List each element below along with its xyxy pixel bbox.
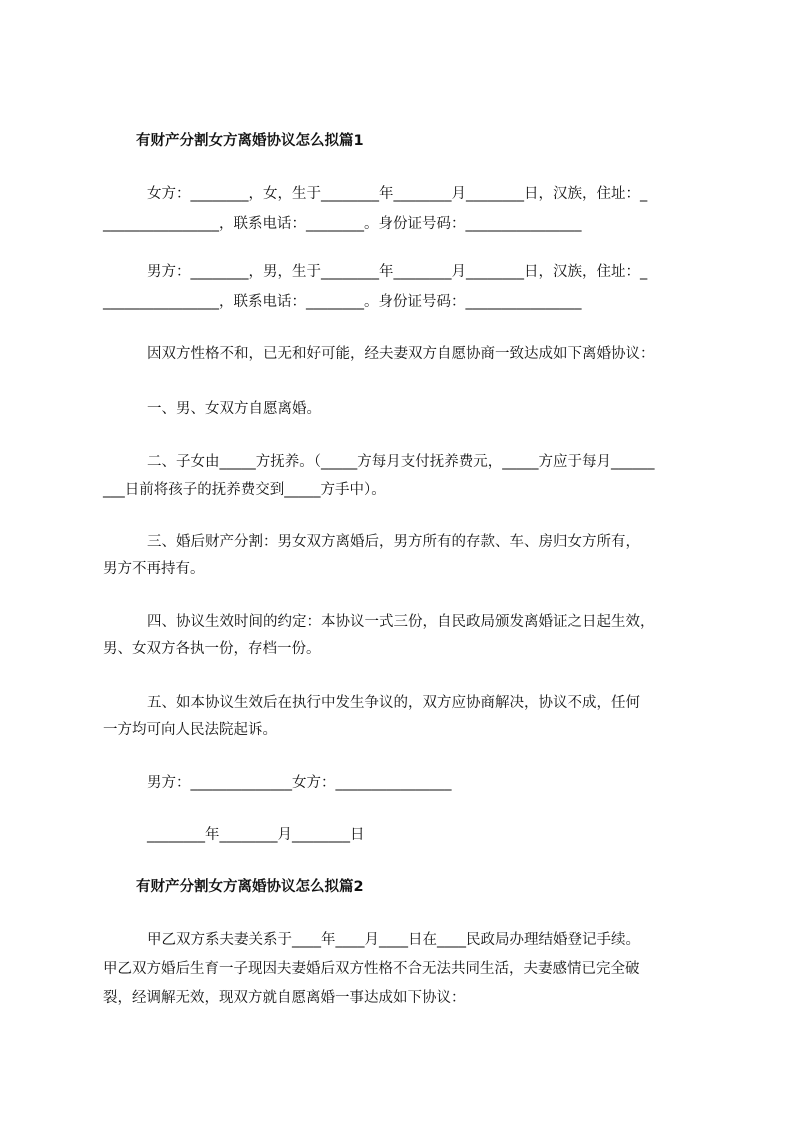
wife-info-line-2: ________________，联系电话：________。身份证号码：________________	[103, 216, 582, 232]
intro-paragraph: 因双方性格不和，已无和好可能，经夫妻双方自愿协商一致达成如下离婚协议：	[147, 346, 655, 362]
clause-4-line-1: 四、协议生效时间的约定：本协议一式三份，自民政局颁发离婚证之日起生效，	[147, 614, 655, 630]
date-line: ________年________月________日	[147, 827, 365, 843]
section-title-2: 有财产分割女方离婚协议怎么拟篇2	[136, 879, 364, 895]
clause-4-line-2: 男、女双方各执一份，存档一份。	[103, 641, 321, 657]
paragraph-2-line-2: 甲乙双方婚后生育一子现因夫妻婚后双方性格不合无法共同生活，夫妻感情已完全破	[103, 961, 640, 977]
paragraph-2-line-1: 甲乙双方系夫妻关系于____年____月____日在____民政局办理结婚登记手续。	[147, 932, 640, 948]
clause-5-line-2: 一方均可向人民法院起诉。	[103, 722, 277, 738]
section-title-1: 有财产分割女方离婚协议怎么拟篇1	[136, 133, 364, 149]
clause-3-line-2: 男方不再持有。	[103, 561, 205, 577]
signature-line: 男方：______________女方：________________	[147, 775, 452, 791]
clause-3-line-1: 三、婚后财产分割：男女双方离婚后，男方所有的存款、车、房归女方所有，	[147, 534, 640, 550]
clause-1: 一、男、女双方自愿离婚。	[147, 401, 321, 417]
paragraph-2-line-3: 裂，经调解无效，现双方就自愿离婚一事达成如下协议：	[103, 990, 466, 1006]
husband-info-line-1: 男方：________，男，生于________年________月________日，汉族，住址：_	[147, 264, 648, 280]
husband-info-line-2: ________________，联系电话：________。身份证号码：________________	[103, 294, 582, 310]
clause-2-line-2: ___日前将孩子的抚养费交到_____方手中）。	[103, 482, 386, 498]
clause-5-line-1: 五、如本协议生效后在执行中发生争议的，双方应协商解决，协议不成，任何	[147, 695, 640, 711]
wife-info-line-1: 女方：________，女，生于________年________月________日，汉族，住址：_	[147, 186, 648, 202]
clause-2-line-1: 二、子女由_____方抚养。（_____方每月支付抚养费元，_____方应于每月______	[147, 454, 655, 470]
